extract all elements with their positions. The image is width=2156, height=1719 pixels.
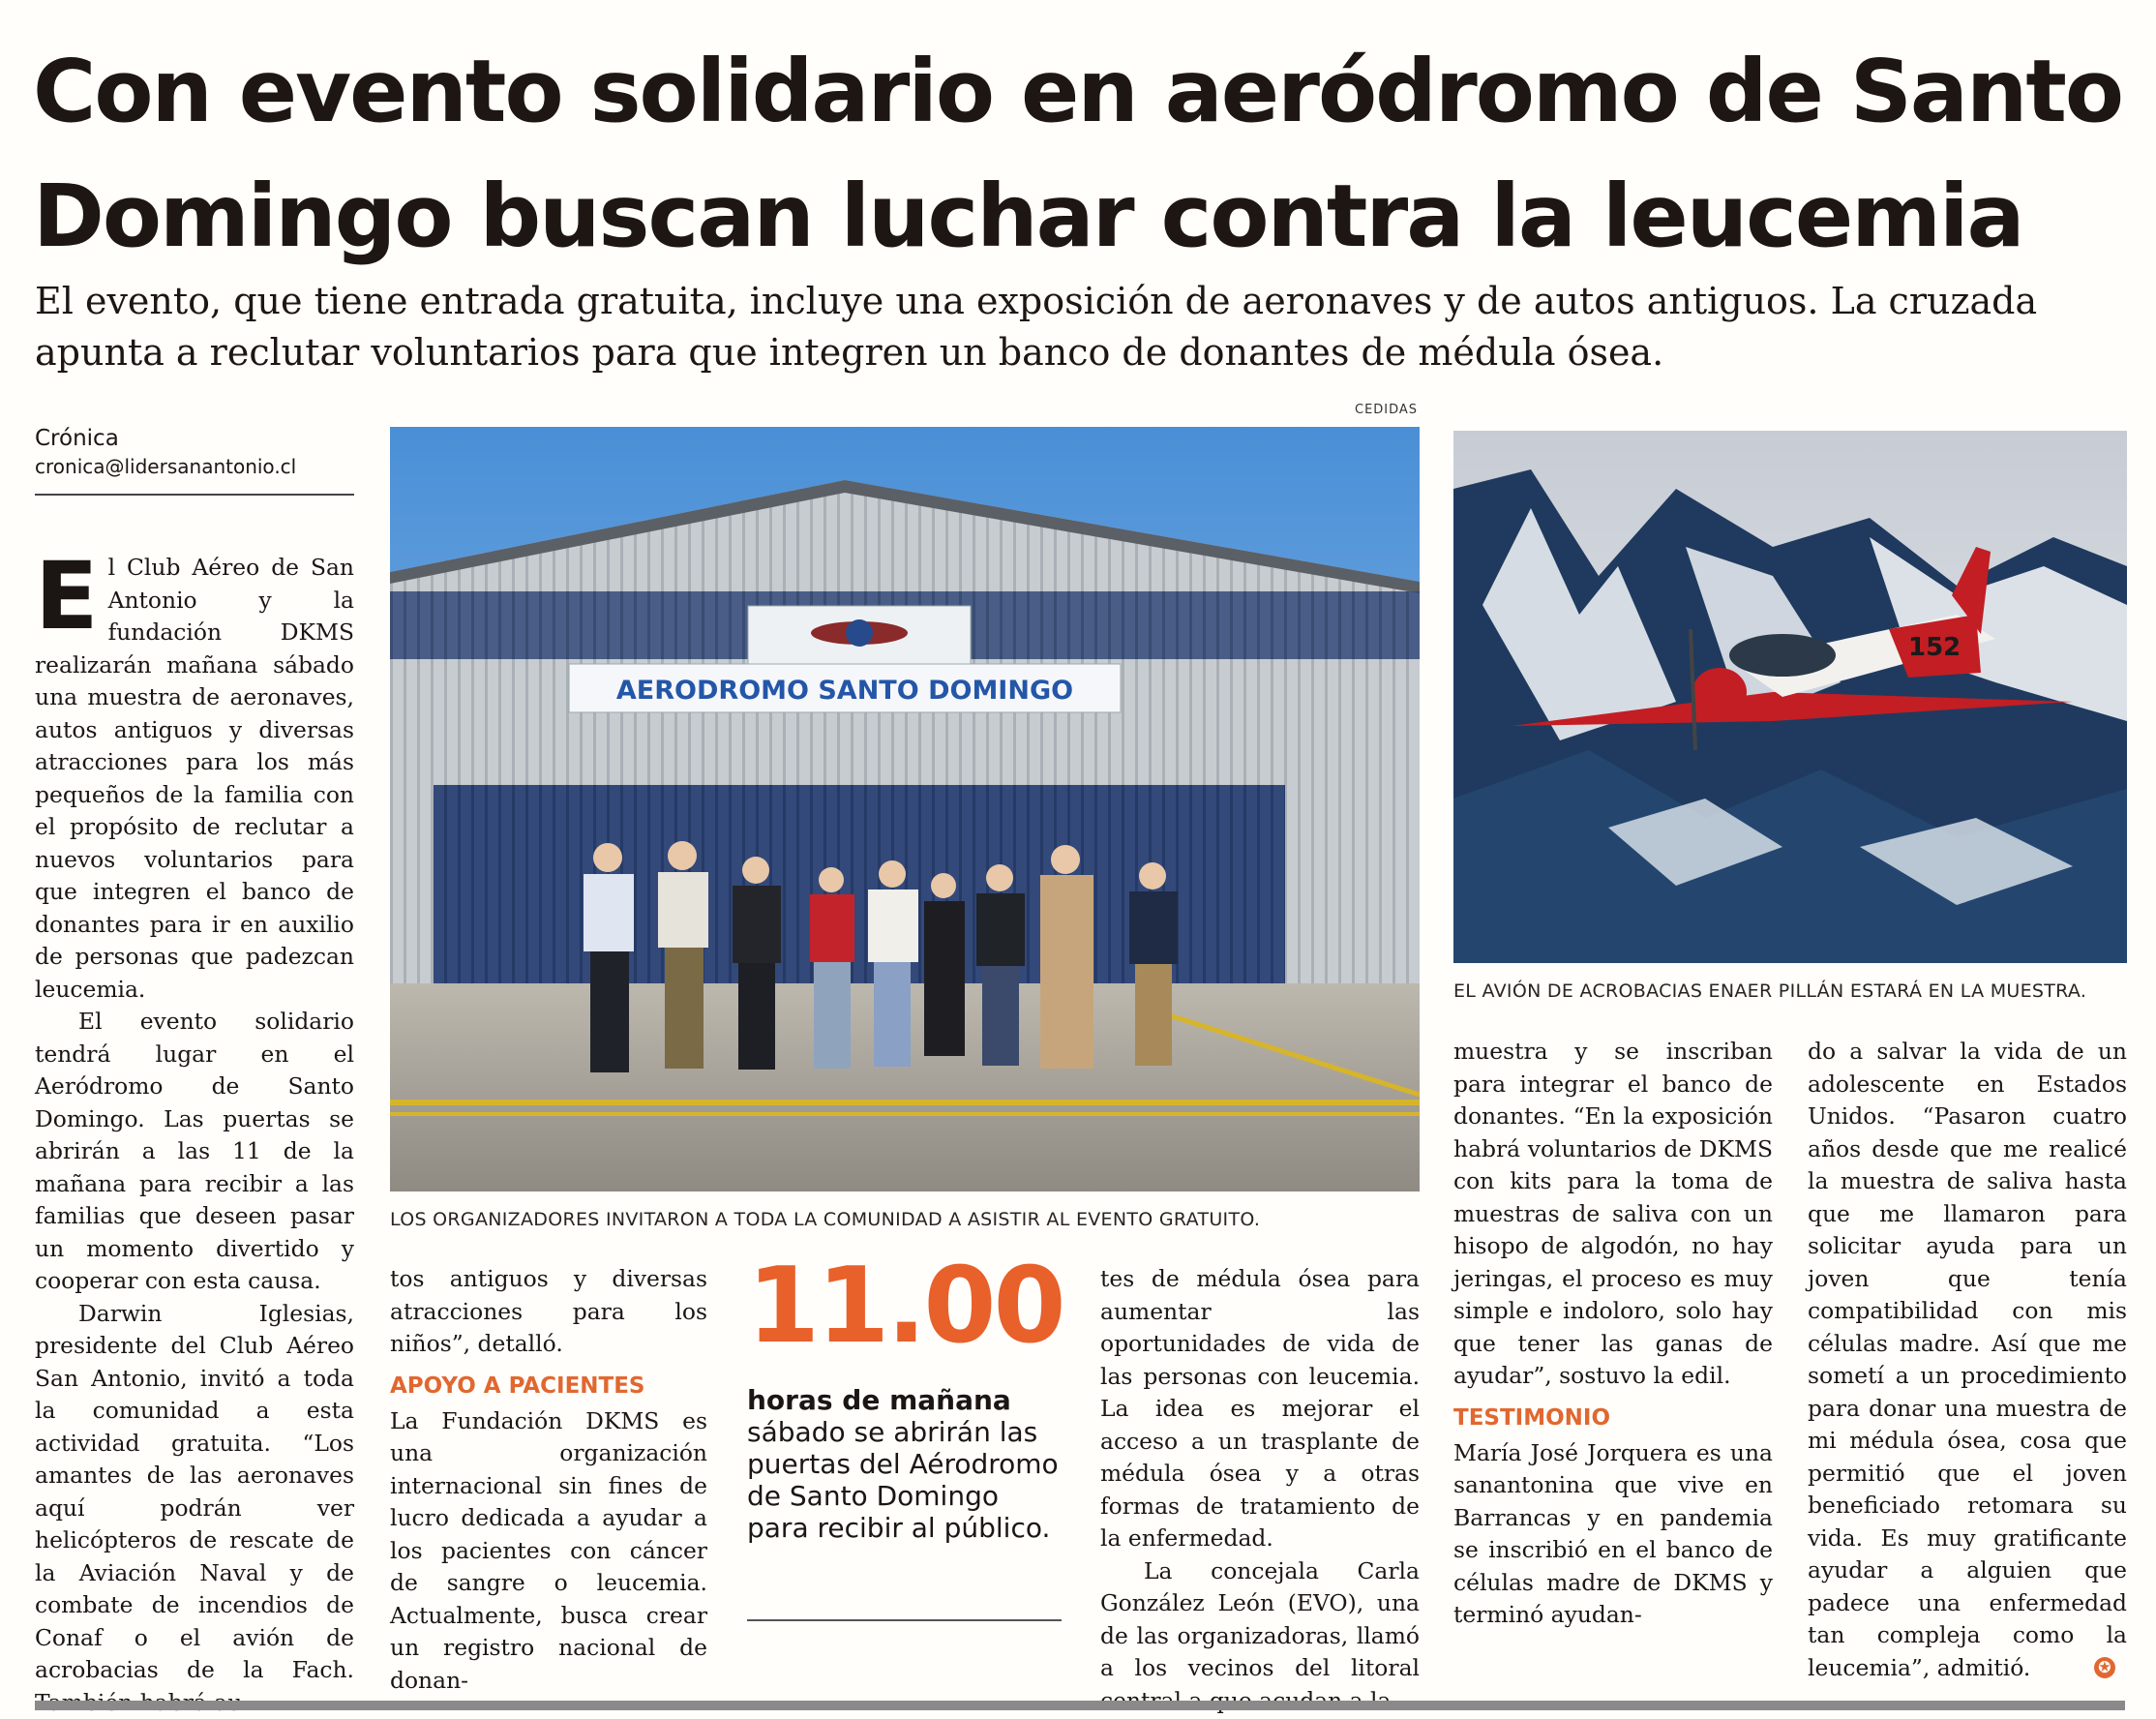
column-3 <box>1100 1263 1420 1717</box>
byline-section: Crónica <box>35 426 119 451</box>
col1-paragraph-2: El evento solidario tendrá lugar en el Aeródromo de Santo Domingo. Las puertas se abrirán a las 11 de la mañana para recibir a las familias que deseen pasar un momento divertido y cooperar con esta causa. <box>35 1008 354 1294</box>
deck-subtitle: El evento, que tiene entrada gratuita, incluye una exposición de aeronaves y de autos antiguos. La cruzada apunta a reclutar voluntarios para que integren un banco de donantes de médula ósea. <box>35 280 2038 374</box>
photo-aerobatic-plane <box>1453 431 2127 963</box>
col3-paragraph-2: La concejala Carla González León (EVO), una de las organizadoras, llamó a los vecinos del litoral <box>1100 1556 1420 1681</box>
col3-paragraph-1: tes de médula ósea para aumentar las oportunidades de vida de las personas con leucemia. La idea es mejorar el acceso a un trasplante de médula ósea y a otras formas de tratamiento de la enfermedad. <box>1100 1265 1420 1552</box>
group-of-people <box>584 841 1178 1072</box>
byline-email[interactable]: cronica@lidersanantonio.cl <box>35 455 297 478</box>
column-4 <box>1453 1036 1773 1632</box>
highlight-body: sábado se abrirán las puertas del Aérodromo de Santo Domingo para recibir al público. <box>747 1416 1059 1544</box>
plane-tail-number: 152 <box>1908 633 1961 662</box>
caption-plane-photo: EL AVIÓN DE ACROBACIAS ENAER PILLÁN ESTARÁ EN LA MUESTRA. <box>1453 980 2087 1002</box>
col2-paragraph-2: La Fundación DKMS es una organización internacional sin fines de lucro dedicada a ayudar a los pacientes con cáncer de sangre o leucemia. Actualmente, busca crear un registro nacional de donan- <box>390 1406 707 1694</box>
col1-paragraph-1: l Club Aéreo de San Antonio y la fundación DKMS realizarán mañana sábado una muestra de aeronaves, autos antiguos y diversas atracciones para los más pequeños de la familia con el propósito de reclutar a nuevos voluntarios para que integren el banco de donantes para ir en auxilio de personas que padezcan leucemia. <box>35 554 354 1003</box>
drop-cap: E <box>35 542 99 650</box>
col2-paragraph-1: tos antiguos y diversas atracciones para los niños”, detalló. <box>390 1265 707 1357</box>
col1-paragraph-3: Darwin Iglesias, presidente del Club Aéreo San Antonio, invitó a toda la comunidad a esta actividad gratuita. “Los amantes de las aeronaves aquí podrán ver helicópteros de rescate de la Aviación Naval y de combate de incendios de Conaf o el avión de acrobacias de la Fach. <box>35 1299 354 1683</box>
plane-illustration <box>1453 431 2127 963</box>
hangar-illustration <box>390 427 1420 1191</box>
subhead-testimonio: TESTIMONIO <box>1453 1404 1611 1431</box>
column-5 <box>1808 1036 2127 1684</box>
caption-hangar-photo: LOS ORGANIZADORES INVITARON A TODA LA COMUNIDAD A ASISTIR AL EVENTO GRATUITO. <box>390 1209 1261 1230</box>
highlight-lead: horas de mañana <box>747 1384 1011 1416</box>
highlight-number: 11.00 <box>747 1246 1063 1367</box>
hangar-sign: AERODROMO SANTO DOMINGO <box>615 676 1074 706</box>
end-mark-icon: ✪ <box>2094 1657 2115 1678</box>
page-bottom-rule <box>35 1701 2125 1710</box>
photo-hangar <box>390 427 1420 1191</box>
highlight-divider <box>747 1619 1062 1621</box>
col4-paragraph-2: María José Jorquera es una sanantonina que vive en Barrancas y en pandemia se inscribió en el banco de células madre de DKMS y terminó ayudan- <box>1453 1438 1773 1628</box>
photo-credit: CEDIDAS <box>1355 403 1419 417</box>
headline: Con evento solidario en aeródromo de Santo Domingo buscan luchar contra la leucemia <box>33 41 2123 266</box>
column-1 <box>35 542 354 1719</box>
byline-divider <box>35 494 354 496</box>
col5-paragraph-1: do a salvar la vida de un adolescente en Estados Unidos. “Pasaron cuatro años desde que me realicé la muestra de saliva hasta que me llamaron para solicitar ayuda para un joven que tenía compatibilidad con mis células madre. Así que me sometí a un procedimiento para donar una muestra de mi médula ósea, cosa que permitió que el joven beneficiado retomara su vida. Es muy gratificante ayudar a alguien que padece una enfermedad tan compleja como la leucemia”, admitió. <box>1808 1038 2127 1681</box>
col4-paragraph-1: muestra y se inscriban para integrar el banco de donantes. “En la exposición habrá voluntarios de DKMS con kits para la toma de muestras de saliva con un hisopo de algodón, no hay jeringas, el proceso es muy simple e indoloro, solo hay que tener las ganas de ayudar”, sostuvo la edil. <box>1453 1038 1773 1389</box>
subhead-apoyo-pacientes: APOYO A PACIENTES <box>390 1372 645 1399</box>
column-2 <box>390 1263 707 1697</box>
highlight-text <box>747 1384 1062 1544</box>
